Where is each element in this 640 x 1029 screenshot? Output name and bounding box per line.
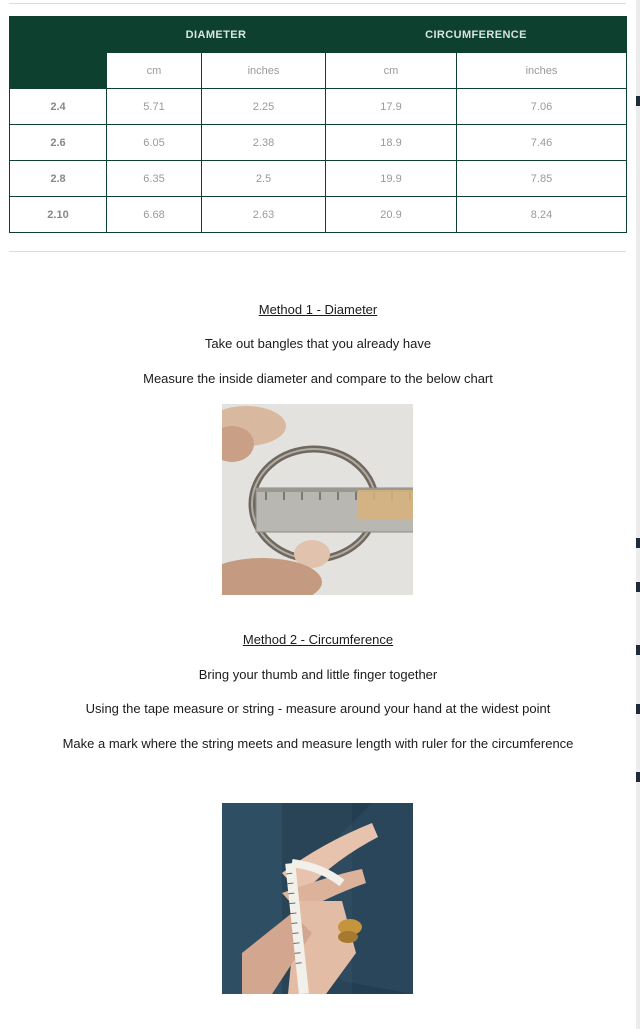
table-header-row <box>10 17 627 53</box>
diameter-header: DIAMETER <box>107 17 326 53</box>
bangle-ruler-photo <box>222 404 413 595</box>
value-cell: 2.38 <box>202 125 326 161</box>
value-cell: 7.06 <box>457 89 627 125</box>
method1-line: Measure the inside diameter and compare to the below chart <box>143 371 493 386</box>
value-cell: 2.25 <box>202 89 326 125</box>
table-row <box>10 161 627 197</box>
value-cell: 6.35 <box>107 161 202 197</box>
scroll-marker <box>636 772 640 782</box>
unit-cell: cm <box>326 53 457 89</box>
scroll-marker <box>636 582 640 592</box>
size-label: 2.6 <box>10 125 107 161</box>
method1-title-text: Method 1 - Diameter <box>258 302 378 317</box>
unit-cell: inches <box>202 53 326 89</box>
scroll-marker <box>636 645 640 655</box>
table-row <box>10 197 627 233</box>
size-label: 2.10 <box>10 197 107 233</box>
value-cell: 19.9 <box>326 161 457 197</box>
value-cell: 20.9 <box>326 197 457 233</box>
value-cell: 18.9 <box>326 125 457 161</box>
size-chart-table <box>9 16 627 233</box>
method2-title-text: Method 2 - Circumference <box>242 632 394 647</box>
scroll-marker <box>636 704 640 714</box>
top-divider <box>9 3 626 4</box>
method1-title <box>0 302 636 317</box>
scroll-marker <box>636 96 640 106</box>
method2-line: Bring your thumb and little finger together <box>198 667 438 682</box>
method2-line: Using the tape measure or string - measure around your hand at the widest point <box>85 701 551 716</box>
section-divider <box>9 251 626 252</box>
value-cell: 7.46 <box>457 125 627 161</box>
value-cell: 7.85 <box>457 161 627 197</box>
value-cell: 5.71 <box>107 89 202 125</box>
value-cell: 17.9 <box>326 89 457 125</box>
value-cell: 8.24 <box>457 197 627 233</box>
right-edge-scrollbar[interactable] <box>636 0 640 1029</box>
value-cell: 2.5 <box>202 161 326 197</box>
method1-line: Take out bangles that you already have <box>204 336 432 351</box>
circumference-header: CIRCUMFERENCE <box>326 17 627 53</box>
method2-title <box>0 632 636 647</box>
table-corner-cell <box>10 17 107 89</box>
unit-cell: cm <box>107 53 202 89</box>
value-cell: 6.05 <box>107 125 202 161</box>
method2-line: Make a mark where the string meets and measure length with ruler for the circumference <box>62 736 574 751</box>
table-row <box>10 125 627 161</box>
unit-cell: inches <box>457 53 627 89</box>
hand-tape-measure-photo <box>222 803 413 994</box>
size-label: 2.4 <box>10 89 107 125</box>
size-label: 2.8 <box>10 161 107 197</box>
table-row <box>10 89 627 125</box>
value-cell: 6.68 <box>107 197 202 233</box>
scroll-marker <box>636 538 640 548</box>
value-cell: 2.63 <box>202 197 326 233</box>
